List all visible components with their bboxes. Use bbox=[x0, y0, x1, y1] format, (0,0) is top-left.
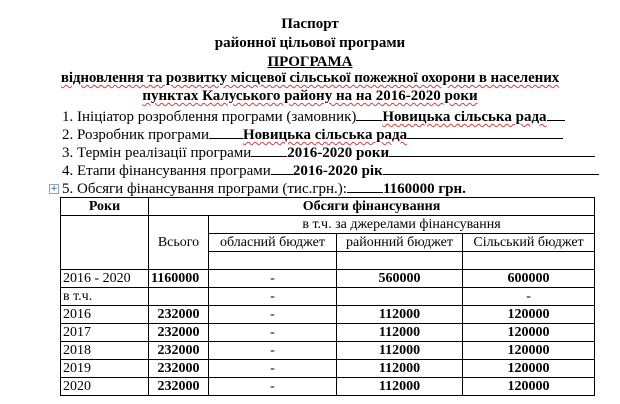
cell-village: 120000 bbox=[463, 306, 595, 324]
item-funding-label: 5. Обсяги фінансування програми (тис.грн.): bbox=[62, 181, 347, 197]
title-description-line2 bbox=[0, 88, 620, 105]
item-stages bbox=[62, 162, 599, 180]
cell-total: 232000 bbox=[149, 360, 209, 378]
table-header-row bbox=[61, 198, 595, 216]
cell-year: в т.ч. bbox=[61, 288, 149, 306]
cell-village: 600000 bbox=[463, 270, 595, 288]
underline-blank bbox=[547, 108, 565, 121]
cell-oblast: - bbox=[209, 306, 337, 324]
cell-village: - bbox=[463, 288, 595, 306]
cell-total: 1160000 bbox=[149, 270, 209, 288]
cell-total: 232000 bbox=[149, 324, 209, 342]
underline-blank bbox=[347, 180, 383, 193]
cell-year: 2019 bbox=[61, 360, 149, 378]
underline-blank bbox=[383, 162, 599, 175]
table-header-row bbox=[61, 216, 595, 234]
cell-village: 120000 bbox=[463, 378, 595, 396]
item-funding-value: 1160000 грн. bbox=[382, 181, 466, 197]
item-term-value: 2016-2020 роки bbox=[287, 145, 390, 161]
header-spacer bbox=[337, 252, 463, 270]
table-row bbox=[61, 324, 595, 342]
item-developer bbox=[62, 126, 563, 144]
underline-blank bbox=[271, 162, 293, 175]
cell-oblast: - bbox=[209, 270, 337, 288]
title-description-text1: відновлення та розвитку місцевої сільської пожежної охорони в населених bbox=[60, 70, 560, 86]
table-row bbox=[61, 378, 595, 396]
cell-oblast: - bbox=[209, 288, 337, 306]
item-initiator-value: Новицька сільська рада bbox=[382, 109, 547, 125]
header-oblast: обласний бюджет bbox=[209, 234, 337, 252]
cell-year: 2018 bbox=[61, 342, 149, 360]
cell-rayon: 112000 bbox=[337, 342, 463, 360]
underline-blank bbox=[251, 144, 287, 157]
cell-rayon: 112000 bbox=[337, 360, 463, 378]
cell-oblast: - bbox=[209, 324, 337, 342]
item-initiator bbox=[62, 108, 565, 126]
title-description-text2: пунктах Калуського району на на 2016-2020 роки bbox=[142, 88, 478, 104]
cell-year: 2016 bbox=[61, 306, 149, 324]
cell-rayon bbox=[337, 288, 463, 306]
header-sources: в т.ч. за джерелами фінансування bbox=[209, 216, 595, 234]
title-program-type: районної цільової програми bbox=[214, 35, 406, 51]
item-developer-value: Новицька сільська рада bbox=[242, 127, 408, 143]
item-stages-label: 4. Етапи фінансування програми bbox=[62, 163, 271, 179]
item-term-label: 3. Термін реалізації програми bbox=[62, 145, 252, 161]
cell-rayon: 112000 bbox=[337, 378, 463, 396]
cell-total: 232000 bbox=[149, 378, 209, 396]
cell-rayon: 560000 bbox=[337, 270, 463, 288]
underline-blank bbox=[389, 144, 595, 157]
cell-oblast: - bbox=[209, 378, 337, 396]
header-village: Сільський бюджет bbox=[463, 234, 595, 252]
item-developer-label: 2. Розробник програми bbox=[62, 127, 209, 143]
underline-blank bbox=[356, 108, 382, 121]
table-row bbox=[61, 342, 595, 360]
cell-year: 2017 bbox=[61, 324, 149, 342]
cell-year: 2016 - 2020 bbox=[61, 270, 149, 288]
cell-rayon: 112000 bbox=[337, 324, 463, 342]
cell-village: 120000 bbox=[463, 324, 595, 342]
cell-year: 2020 bbox=[61, 378, 149, 396]
funding-table bbox=[60, 197, 595, 396]
header-total: Всього bbox=[149, 216, 209, 270]
header-funding: Обсяги фінансування bbox=[149, 198, 595, 216]
title-passport: Паспорт bbox=[281, 16, 339, 32]
header-spacer bbox=[209, 252, 337, 270]
table-row bbox=[61, 288, 595, 306]
header-years: Роки bbox=[61, 198, 149, 216]
cell-total bbox=[149, 288, 209, 306]
header-spacer bbox=[463, 252, 595, 270]
title-program-text: ПРОГРАМА bbox=[267, 54, 353, 70]
item-stages-value: 2016-2020 рік bbox=[292, 163, 383, 179]
cell-total: 232000 bbox=[149, 342, 209, 360]
cell-village: 120000 bbox=[463, 360, 595, 378]
plus-icon[interactable]: + bbox=[50, 184, 58, 194]
cell-rayon: 112000 bbox=[337, 306, 463, 324]
header-rayon: районний бюджет bbox=[337, 234, 463, 252]
header-years-spacer bbox=[61, 216, 149, 270]
cell-oblast: - bbox=[209, 360, 337, 378]
table-row bbox=[61, 360, 595, 378]
table-row bbox=[61, 306, 595, 324]
cell-total: 232000 bbox=[149, 306, 209, 324]
cell-village: 120000 bbox=[463, 342, 595, 360]
underline-blank bbox=[209, 126, 243, 139]
table-row bbox=[61, 270, 595, 288]
underline-blank bbox=[407, 126, 563, 139]
item-initiator-label: 1. Ініціатор розроблення програми (замовник) bbox=[62, 109, 357, 125]
cell-oblast: - bbox=[209, 342, 337, 360]
item-term bbox=[62, 144, 595, 162]
title-program bbox=[0, 54, 620, 71]
item-funding bbox=[62, 180, 466, 198]
title-description-line1 bbox=[0, 70, 620, 87]
